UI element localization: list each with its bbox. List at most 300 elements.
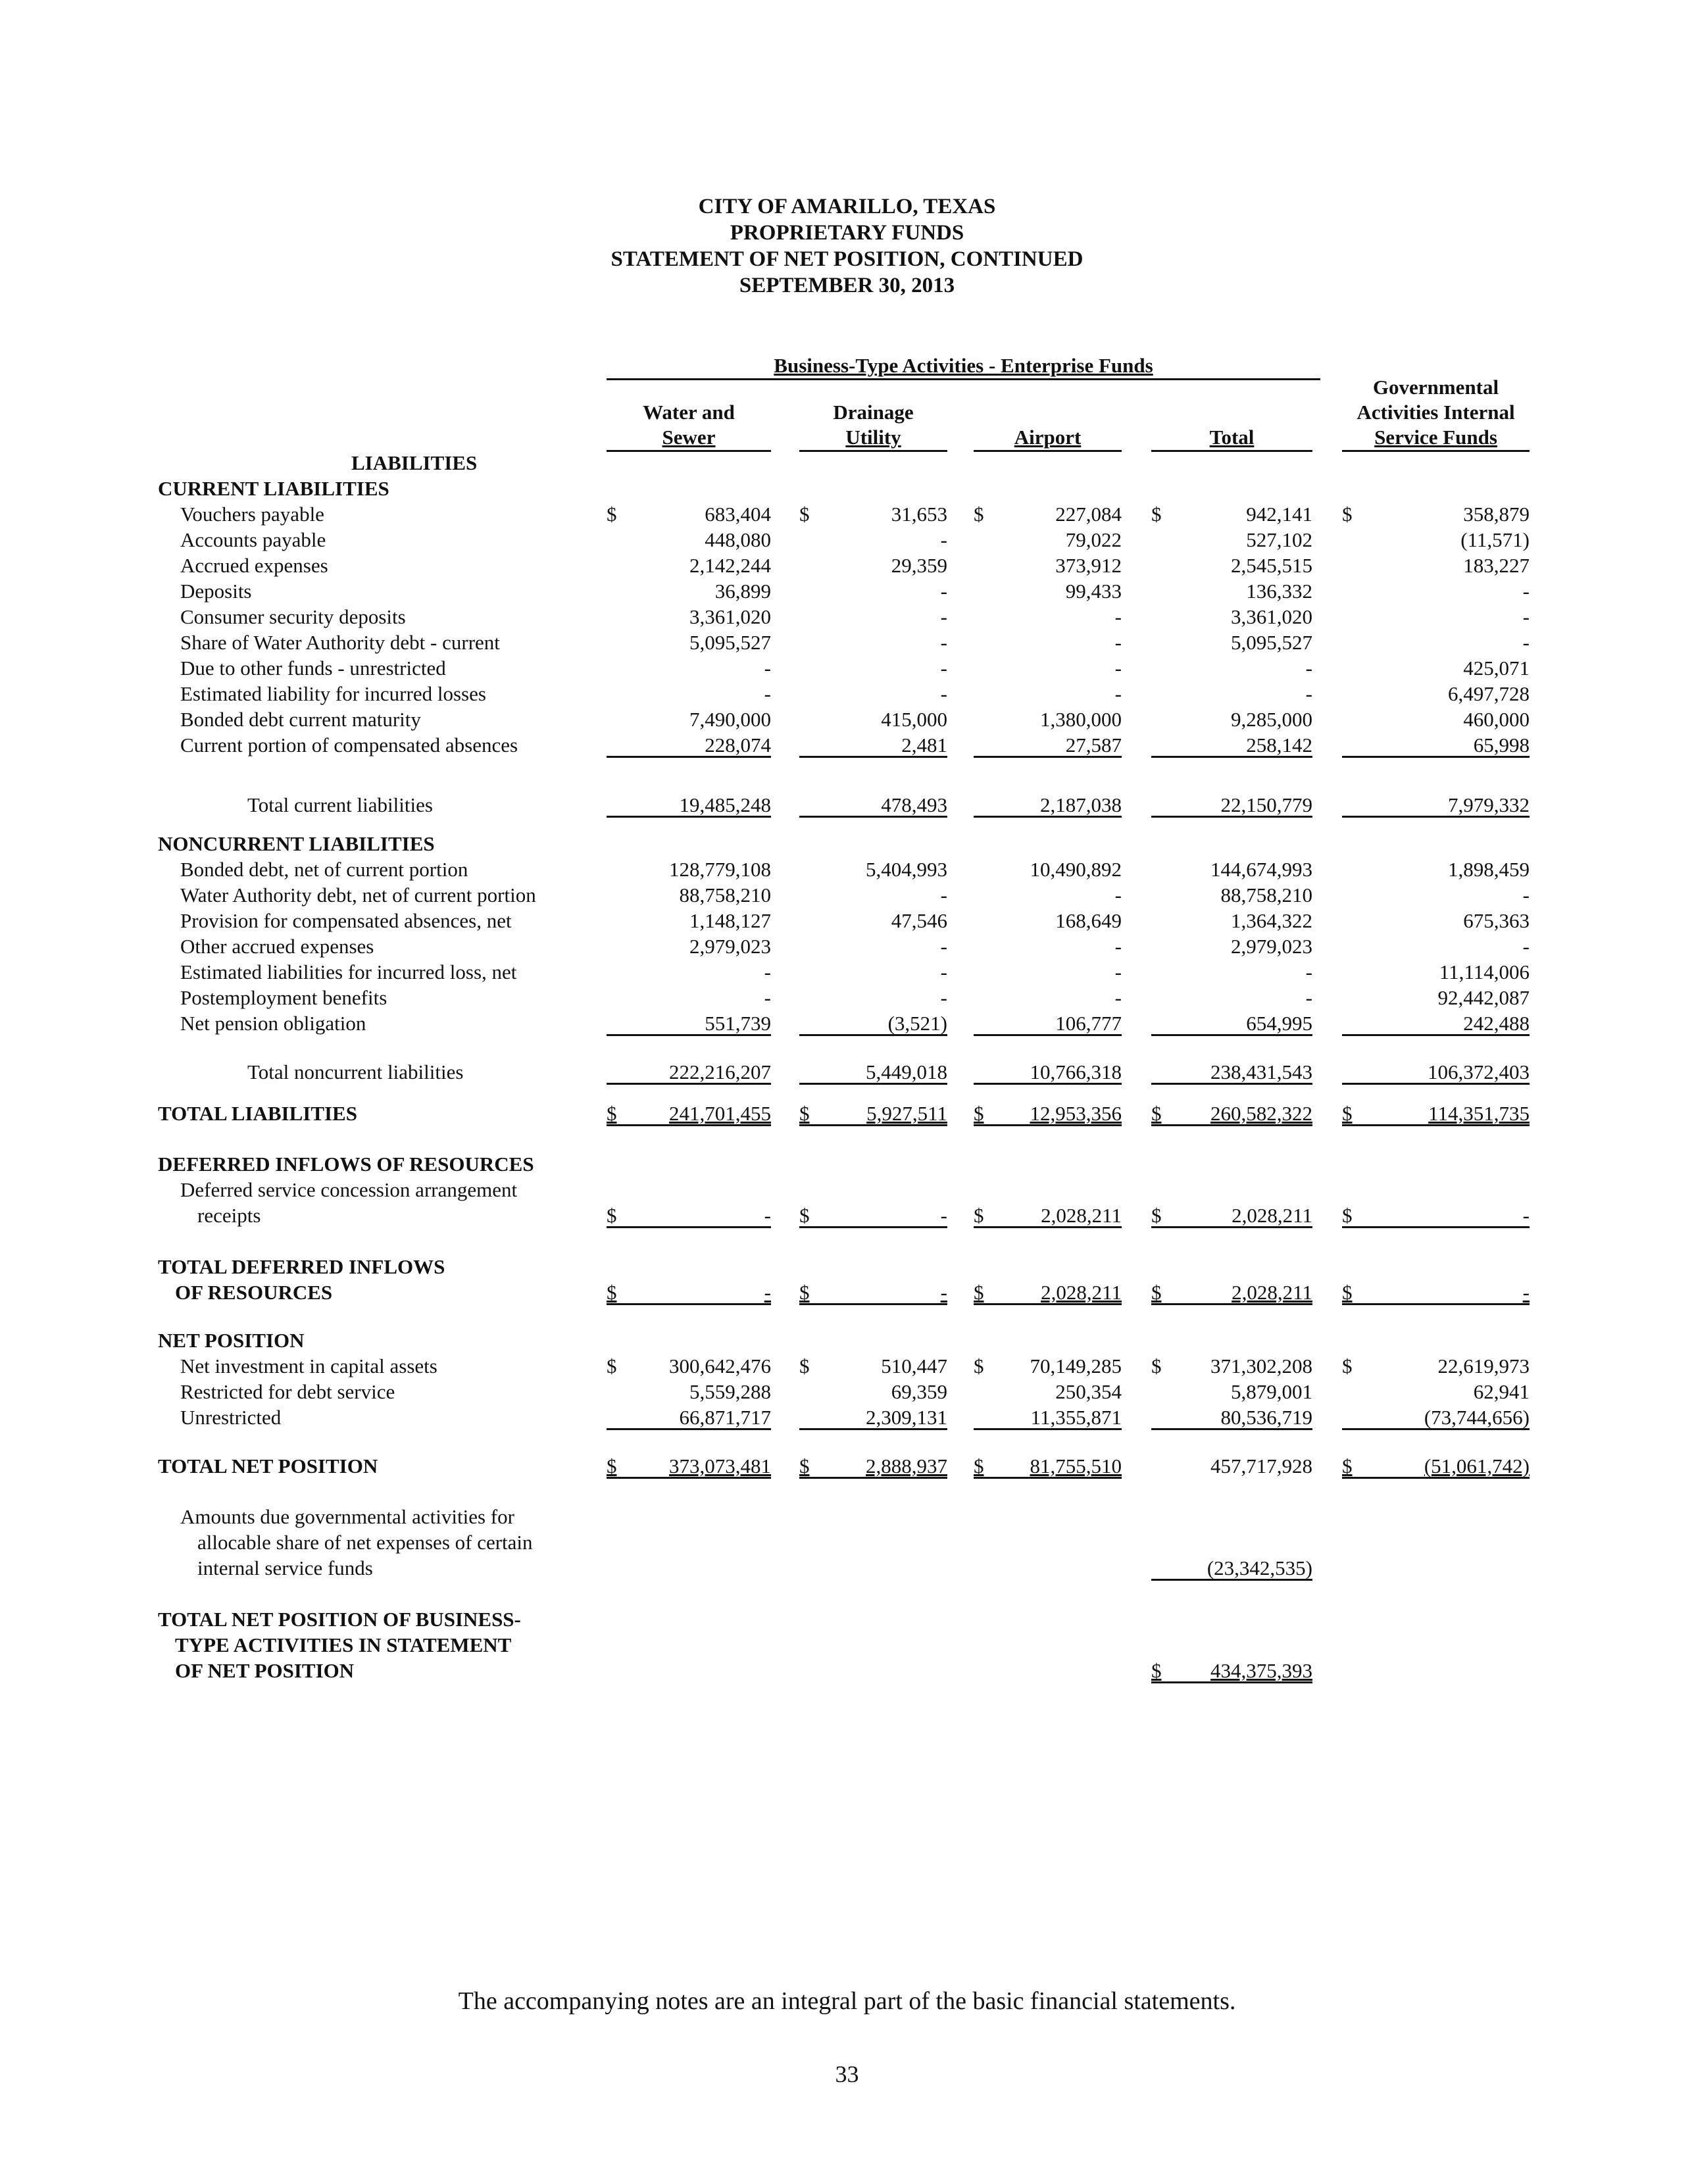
current-row-airport xyxy=(974,527,1122,553)
amount: 81,755,510 xyxy=(1030,1454,1122,1477)
current-row-total xyxy=(1151,707,1312,732)
noncurrent-row-airport xyxy=(974,933,1122,959)
amount: 2,481 xyxy=(901,733,947,757)
current-row-total xyxy=(1151,630,1312,655)
current-row-governmental-internal xyxy=(1342,604,1530,630)
noncurrent-row-governmental-internal xyxy=(1342,1010,1530,1036)
net-row-water-sewer xyxy=(607,1379,771,1404)
dollar-sign: $ xyxy=(607,1354,617,1377)
dollar-sign: $ xyxy=(974,503,984,526)
amount: 66,871,717 xyxy=(679,1406,771,1429)
noncurrent-row-airport xyxy=(974,1010,1122,1036)
current-row-label: Due to other funds - unrestricted xyxy=(180,657,446,680)
col-total-header xyxy=(1151,425,1312,450)
amount: 79,022 xyxy=(1065,528,1122,551)
amount: 19,485,248 xyxy=(679,793,771,816)
total-deferred-airport xyxy=(974,1279,1122,1305)
total-noncurrent-water-sewer xyxy=(607,1059,771,1085)
noncurrent-row-airport xyxy=(974,985,1122,1010)
col-water-line1: Water and xyxy=(643,401,735,424)
total-current-water-sewer xyxy=(607,792,771,818)
amount: 942,141 xyxy=(1246,503,1312,526)
net-row-drainage-utility xyxy=(799,1353,947,1379)
amount: 168,649 xyxy=(1055,909,1122,932)
dollar-sign: $ xyxy=(1342,1281,1353,1304)
col-airport-line1: Airport xyxy=(1014,426,1082,449)
dollar-sign: $ xyxy=(799,1281,810,1304)
current-row-label: Current portion of compensated absences xyxy=(180,733,518,757)
noncurrent-row-water-sewer xyxy=(607,985,771,1010)
amounts-due-label1: Amounts due governmental activities for xyxy=(180,1505,514,1528)
col-drainage-header xyxy=(799,400,947,450)
dollar-sign: $ xyxy=(607,503,617,526)
amount: - xyxy=(940,1204,947,1227)
amount: 106,372,403 xyxy=(1428,1060,1530,1083)
statement-title: STATEMENT OF NET POSITION, CONTINUED xyxy=(610,247,1084,271)
dollar-sign: $ xyxy=(974,1102,984,1125)
col-total-rule xyxy=(1151,450,1312,452)
amount: 300,642,476 xyxy=(669,1354,771,1377)
amount: 5,095,527 xyxy=(689,631,771,654)
current-row-total xyxy=(1151,681,1312,707)
amount: 654,995 xyxy=(1246,1012,1312,1035)
dollar-sign: $ xyxy=(974,1454,984,1477)
dollar-sign: $ xyxy=(974,1204,984,1227)
net-row-drainage-utility xyxy=(799,1404,947,1430)
amounts-due-label3: internal service funds xyxy=(197,1556,373,1579)
current-row-airport xyxy=(974,553,1122,578)
total-noncurrent-airport xyxy=(974,1059,1122,1085)
current-row-governmental-internal xyxy=(1342,527,1530,553)
current-row-total xyxy=(1151,732,1312,758)
total-liabilities-governmental-internal xyxy=(1342,1101,1530,1126)
noncurrent-row-label: Postemployment benefits xyxy=(180,986,387,1009)
amount: - xyxy=(940,1281,947,1304)
noncurrent-row-water-sewer xyxy=(607,1010,771,1036)
net-row-label: Net investment in capital assets xyxy=(180,1354,437,1377)
current-row-water-sewer xyxy=(607,681,771,707)
amount: - xyxy=(940,657,947,680)
amount: 29,359 xyxy=(891,554,947,577)
amount: 3,361,020 xyxy=(689,605,771,628)
noncurrent-row-water-sewer xyxy=(607,882,771,908)
noncurrent-row-total xyxy=(1151,1010,1312,1036)
total-current-governmental-internal xyxy=(1342,792,1530,818)
current-row-water-sewer xyxy=(607,527,771,553)
amount: 2,309,131 xyxy=(866,1406,947,1429)
amount: - xyxy=(764,1204,771,1227)
current-row-governmental-internal xyxy=(1342,578,1530,604)
noncurrent-row-label: Bonded debt, net of current portion xyxy=(180,858,468,881)
current-row-label: Bonded debt current maturity xyxy=(180,708,421,731)
col-total-line1: Total xyxy=(1209,426,1255,449)
amount: 5,879,001 xyxy=(1231,1380,1312,1403)
noncurrent-row-drainage-utility xyxy=(799,985,947,1010)
net-position-heading: NET POSITION xyxy=(158,1329,305,1352)
amount: 106,777 xyxy=(1055,1012,1122,1035)
noncurrent-row-drainage-utility xyxy=(799,933,947,959)
amount: 425,071 xyxy=(1463,657,1530,680)
col-gov-rule xyxy=(1342,450,1530,452)
amount: 12,953,356 xyxy=(1030,1102,1122,1125)
col-gov-line3: Service Funds xyxy=(1374,426,1497,449)
amount: - xyxy=(940,605,947,628)
amount: 358,879 xyxy=(1463,503,1530,526)
current-row-water-sewer xyxy=(607,578,771,604)
fund-type: PROPRIETARY FUNDS xyxy=(730,221,964,245)
amount: - xyxy=(1522,580,1530,603)
amount: 11,114,006 xyxy=(1439,960,1530,983)
dollar-sign: $ xyxy=(799,1102,810,1125)
amount: - xyxy=(1305,657,1312,680)
noncurrent-row-drainage-utility xyxy=(799,1010,947,1036)
amount: 1,898,459 xyxy=(1448,858,1530,881)
deferred-row-drainage-utility xyxy=(799,1203,947,1228)
amount: - xyxy=(940,960,947,983)
noncurrent-row-total xyxy=(1151,933,1312,959)
noncurrent-row-total xyxy=(1151,882,1312,908)
amount: 457,717,928 xyxy=(1210,1454,1312,1477)
col-drainage-rule xyxy=(799,450,947,452)
noncurrent-row-governmental-internal xyxy=(1342,856,1530,882)
total-current-drainage-utility xyxy=(799,792,947,818)
liabilities-heading: LIABILITIES xyxy=(351,451,478,474)
current-row-airport xyxy=(974,681,1122,707)
amount: 9,285,000 xyxy=(1231,708,1312,731)
noncurrent-row-governmental-internal xyxy=(1342,959,1530,985)
amount: - xyxy=(1114,960,1122,983)
deferred-heading: DEFERRED INFLOWS OF RESOURCES xyxy=(158,1153,534,1176)
noncurrent-row-drainage-utility xyxy=(799,856,947,882)
current-row-total xyxy=(1151,527,1312,553)
col-water-line2: Sewer xyxy=(662,426,716,449)
noncurrent-row-governmental-internal xyxy=(1342,882,1530,908)
current-row-drainage-utility xyxy=(799,553,947,578)
dollar-sign: $ xyxy=(1342,1454,1353,1477)
total-deferred-label2: OF RESOURCES xyxy=(175,1281,333,1304)
col-airport-header xyxy=(974,425,1122,450)
amount: - xyxy=(940,580,947,603)
deferred-row-total xyxy=(1151,1203,1312,1228)
total-deferred-label1: TOTAL DEFERRED INFLOWS xyxy=(158,1255,445,1278)
current-row-governmental-internal xyxy=(1342,681,1530,707)
amount: 144,674,993 xyxy=(1210,858,1312,881)
noncurrent-row-water-sewer xyxy=(607,959,771,985)
net-row-governmental-internal xyxy=(1342,1404,1530,1430)
total-liabilities-water-sewer xyxy=(607,1101,771,1126)
current-row-governmental-internal xyxy=(1342,630,1530,655)
current-row-governmental-internal xyxy=(1342,655,1530,681)
noncurrent-heading: NONCURRENT LIABILITIES xyxy=(158,832,435,855)
amount: 36,899 xyxy=(714,580,771,603)
amount: 227,084 xyxy=(1055,503,1122,526)
col-drainage-line2: Utility xyxy=(845,426,901,449)
current-row-drainage-utility xyxy=(799,732,947,758)
current-row-drainage-utility xyxy=(799,527,947,553)
current-row-label: Share of Water Authority debt - current xyxy=(180,631,500,654)
current-row-airport xyxy=(974,604,1122,630)
amount: - xyxy=(1522,935,1530,958)
amount: 114,351,735 xyxy=(1428,1102,1530,1125)
total-noncurrent-label: Total noncurrent liabilities xyxy=(247,1060,464,1083)
noncurrent-row-total xyxy=(1151,985,1312,1010)
total-net-position-water-sewer xyxy=(607,1453,771,1479)
noncurrent-row-drainage-utility xyxy=(799,959,947,985)
amount: 2,545,515 xyxy=(1231,554,1312,577)
noncurrent-row-airport xyxy=(974,959,1122,985)
net-row-governmental-internal xyxy=(1342,1379,1530,1404)
dollar-sign: $ xyxy=(1151,1281,1162,1304)
current-row-governmental-internal xyxy=(1342,553,1530,578)
amount: 2,028,211 xyxy=(1041,1204,1122,1227)
amount: 238,431,543 xyxy=(1210,1060,1312,1083)
current-row-governmental-internal xyxy=(1342,707,1530,732)
total-current-label: Total current liabilities xyxy=(247,793,433,816)
current-row-airport xyxy=(974,630,1122,655)
amount: 27,587 xyxy=(1065,733,1122,757)
noncurrent-row-water-sewer xyxy=(607,856,771,882)
net-row-water-sewer xyxy=(607,1404,771,1430)
amount: 228,074 xyxy=(705,733,771,757)
current-row-drainage-utility xyxy=(799,501,947,527)
net-row-drainage-utility xyxy=(799,1379,947,1404)
amount: - xyxy=(1114,986,1122,1009)
dollar-sign: $ xyxy=(1151,503,1162,526)
current-row-governmental-internal xyxy=(1342,732,1530,758)
amount: 80,536,719 xyxy=(1220,1406,1312,1429)
amount: 2,028,211 xyxy=(1232,1281,1312,1304)
net-row-water-sewer xyxy=(607,1353,771,1379)
amount: 31,653 xyxy=(891,503,947,526)
statement-date: SEPTEMBER 30, 2013 xyxy=(739,274,955,297)
amount: (51,061,742) xyxy=(1424,1454,1530,1477)
deferred-row-label1: Deferred service concession arrangement xyxy=(180,1178,518,1201)
dollar-sign: $ xyxy=(1151,1659,1162,1682)
total-net-position-airport xyxy=(974,1453,1122,1479)
current-row-total xyxy=(1151,501,1312,527)
net-row-governmental-internal xyxy=(1342,1353,1530,1379)
amount: 222,216,207 xyxy=(669,1060,771,1083)
dollar-sign: $ xyxy=(1342,1102,1353,1125)
amount: 7,979,332 xyxy=(1448,793,1530,816)
total-business-label1: TOTAL NET POSITION OF BUSINESS- xyxy=(158,1608,521,1631)
amount: 92,442,087 xyxy=(1437,986,1530,1009)
amount: - xyxy=(1522,1204,1530,1227)
amount: 62,941 xyxy=(1473,1380,1530,1403)
col-gov-header xyxy=(1342,375,1530,450)
col-water-rule xyxy=(607,450,771,452)
amount: - xyxy=(1305,986,1312,1009)
amount: 2,028,211 xyxy=(1041,1281,1122,1304)
current-row-airport xyxy=(974,707,1122,732)
total-liabilities-drainage-utility xyxy=(799,1101,947,1126)
dollar-sign: $ xyxy=(607,1204,617,1227)
amount: 6,497,728 xyxy=(1448,682,1530,705)
amount: - xyxy=(1305,682,1312,705)
amount: - xyxy=(1305,960,1312,983)
amount: 10,490,892 xyxy=(1030,858,1122,881)
footer-note: The accompanying notes are an integral part of the basic financial statements. xyxy=(458,1987,1236,2015)
amount: - xyxy=(940,883,947,906)
noncurrent-row-water-sewer xyxy=(607,908,771,933)
amount: 551,739 xyxy=(705,1012,771,1035)
amount: - xyxy=(1114,657,1122,680)
total-liabilities-airport xyxy=(974,1101,1122,1126)
entity-name: CITY OF AMARILLO, TEXAS xyxy=(698,195,996,218)
total-net-position-drainage-utility xyxy=(799,1453,947,1479)
amount: - xyxy=(764,986,771,1009)
dollar-sign: $ xyxy=(1342,1204,1353,1227)
total-business-label2: TYPE ACTIVITIES IN STATEMENT xyxy=(175,1633,512,1656)
current-row-governmental-internal xyxy=(1342,501,1530,527)
current-row-drainage-utility xyxy=(799,681,947,707)
amount: - xyxy=(1114,682,1122,705)
amount: 69,359 xyxy=(891,1380,947,1403)
total-liabilities-label: TOTAL LIABILITIES xyxy=(158,1102,357,1125)
total-net-position-label: TOTAL NET POSITION xyxy=(158,1454,378,1477)
amount: 241,701,455 xyxy=(669,1102,771,1125)
noncurrent-row-label: Net pension obligation xyxy=(180,1012,366,1035)
deferred-row-label2: receipts xyxy=(197,1204,261,1227)
total-liabilities-total xyxy=(1151,1101,1312,1126)
current-row-label: Estimated liability for incurred losses xyxy=(180,682,486,705)
noncurrent-row-airport xyxy=(974,856,1122,882)
amount: 99,433 xyxy=(1065,580,1122,603)
amount: 5,404,993 xyxy=(866,858,947,881)
amount: - xyxy=(1114,935,1122,958)
current-row-label: Vouchers payable xyxy=(180,503,324,526)
amount: - xyxy=(940,528,947,551)
dollar-sign: $ xyxy=(974,1354,984,1377)
amount: 88,758,210 xyxy=(1220,883,1312,906)
amount: 2,888,937 xyxy=(866,1454,947,1477)
noncurrent-row-airport xyxy=(974,882,1122,908)
net-row-total xyxy=(1151,1379,1312,1404)
amount: - xyxy=(1114,631,1122,654)
amount: 2,142,244 xyxy=(689,554,771,577)
dollar-sign: $ xyxy=(1342,503,1353,526)
amount: 3,361,020 xyxy=(1231,605,1312,628)
amount: 258,142 xyxy=(1246,733,1312,757)
amount: (23,342,535) xyxy=(1207,1556,1312,1579)
total-business-label3: OF NET POSITION xyxy=(175,1659,355,1682)
amount: (73,744,656) xyxy=(1424,1406,1530,1429)
total-net-position-total xyxy=(1151,1453,1312,1479)
amount: - xyxy=(940,935,947,958)
deferred-row-water-sewer xyxy=(607,1203,771,1228)
net-row-airport xyxy=(974,1353,1122,1379)
amount: - xyxy=(1114,883,1122,906)
noncurrent-row-total xyxy=(1151,959,1312,985)
noncurrent-row-governmental-internal xyxy=(1342,908,1530,933)
current-row-drainage-utility xyxy=(799,707,947,732)
amount: 70,149,285 xyxy=(1030,1354,1122,1377)
current-row-airport xyxy=(974,655,1122,681)
amount: 478,493 xyxy=(881,793,947,816)
dollar-sign: $ xyxy=(1151,1204,1162,1227)
dollar-sign: $ xyxy=(607,1102,617,1125)
col-airport-rule xyxy=(974,450,1122,452)
noncurrent-row-airport xyxy=(974,908,1122,933)
noncurrent-row-label: Provision for compensated absences, net xyxy=(180,909,512,932)
amount: - xyxy=(1522,883,1530,906)
current-row-drainage-utility xyxy=(799,630,947,655)
amount: 22,619,973 xyxy=(1437,1354,1530,1377)
amount: - xyxy=(764,960,771,983)
amount: 11,355,871 xyxy=(1030,1406,1122,1429)
noncurrent-row-drainage-utility xyxy=(799,882,947,908)
total-deferred-governmental-internal xyxy=(1342,1279,1530,1305)
noncurrent-row-label: Estimated liabilities for incurred loss, net xyxy=(180,960,517,983)
amount: 2,979,023 xyxy=(689,935,771,958)
amount: 373,912 xyxy=(1055,554,1122,577)
amount: 527,102 xyxy=(1246,528,1312,551)
noncurrent-row-governmental-internal xyxy=(1342,985,1530,1010)
amount: 2,979,023 xyxy=(1231,935,1312,958)
amount: 7,490,000 xyxy=(689,708,771,731)
amount: - xyxy=(940,631,947,654)
col-drainage-line1: Drainage xyxy=(833,401,914,424)
current-row-label: Accounts payable xyxy=(180,528,326,551)
current-row-airport xyxy=(974,732,1122,758)
amount: 373,073,481 xyxy=(669,1454,771,1477)
amounts-due-label2: allocable share of net expenses of certain xyxy=(197,1531,533,1554)
net-row-airport xyxy=(974,1404,1122,1430)
total-current-total xyxy=(1151,792,1312,818)
amount: - xyxy=(764,682,771,705)
dollar-sign: $ xyxy=(607,1281,617,1304)
net-row-total xyxy=(1151,1404,1312,1430)
net-row-label: Unrestricted xyxy=(180,1406,282,1429)
amount: (11,571) xyxy=(1460,528,1530,551)
total-current-airport xyxy=(974,792,1122,818)
net-row-total xyxy=(1151,1353,1312,1379)
dollar-sign: $ xyxy=(607,1454,617,1477)
amount: - xyxy=(1522,605,1530,628)
current-row-drainage-utility xyxy=(799,655,947,681)
amount: 415,000 xyxy=(881,708,947,731)
col-water-header xyxy=(607,400,771,450)
current-row-water-sewer xyxy=(607,655,771,681)
total-deferred-water-sewer xyxy=(607,1279,771,1305)
amount: 2,028,211 xyxy=(1232,1204,1312,1227)
current-row-water-sewer xyxy=(607,732,771,758)
amount: - xyxy=(940,682,947,705)
amount: 434,375,393 xyxy=(1210,1659,1312,1682)
amount: 5,927,511 xyxy=(866,1102,947,1125)
amount: 128,779,108 xyxy=(669,858,771,881)
amount: 65,998 xyxy=(1473,733,1530,757)
current-row-total xyxy=(1151,578,1312,604)
net-row-label: Restricted for debt service xyxy=(180,1380,395,1403)
amount: 250,354 xyxy=(1055,1380,1122,1403)
net-row-airport xyxy=(974,1379,1122,1404)
amount: 242,488 xyxy=(1463,1012,1530,1035)
amount: - xyxy=(1522,1281,1530,1304)
dollar-sign: $ xyxy=(1151,1354,1162,1377)
total-net-position-governmental-internal xyxy=(1342,1453,1530,1479)
current-row-label: Deposits xyxy=(180,580,252,603)
amount: - xyxy=(764,1281,771,1304)
current-row-total xyxy=(1151,655,1312,681)
dollar-sign: $ xyxy=(974,1281,984,1304)
current-row-total xyxy=(1151,553,1312,578)
amount: 136,332 xyxy=(1246,580,1312,603)
total-noncurrent-governmental-internal xyxy=(1342,1059,1530,1085)
noncurrent-row-governmental-internal xyxy=(1342,933,1530,959)
noncurrent-row-label: Water Authority debt, net of current portion xyxy=(180,883,536,906)
col-gov-line2: Activities Internal xyxy=(1357,401,1515,424)
